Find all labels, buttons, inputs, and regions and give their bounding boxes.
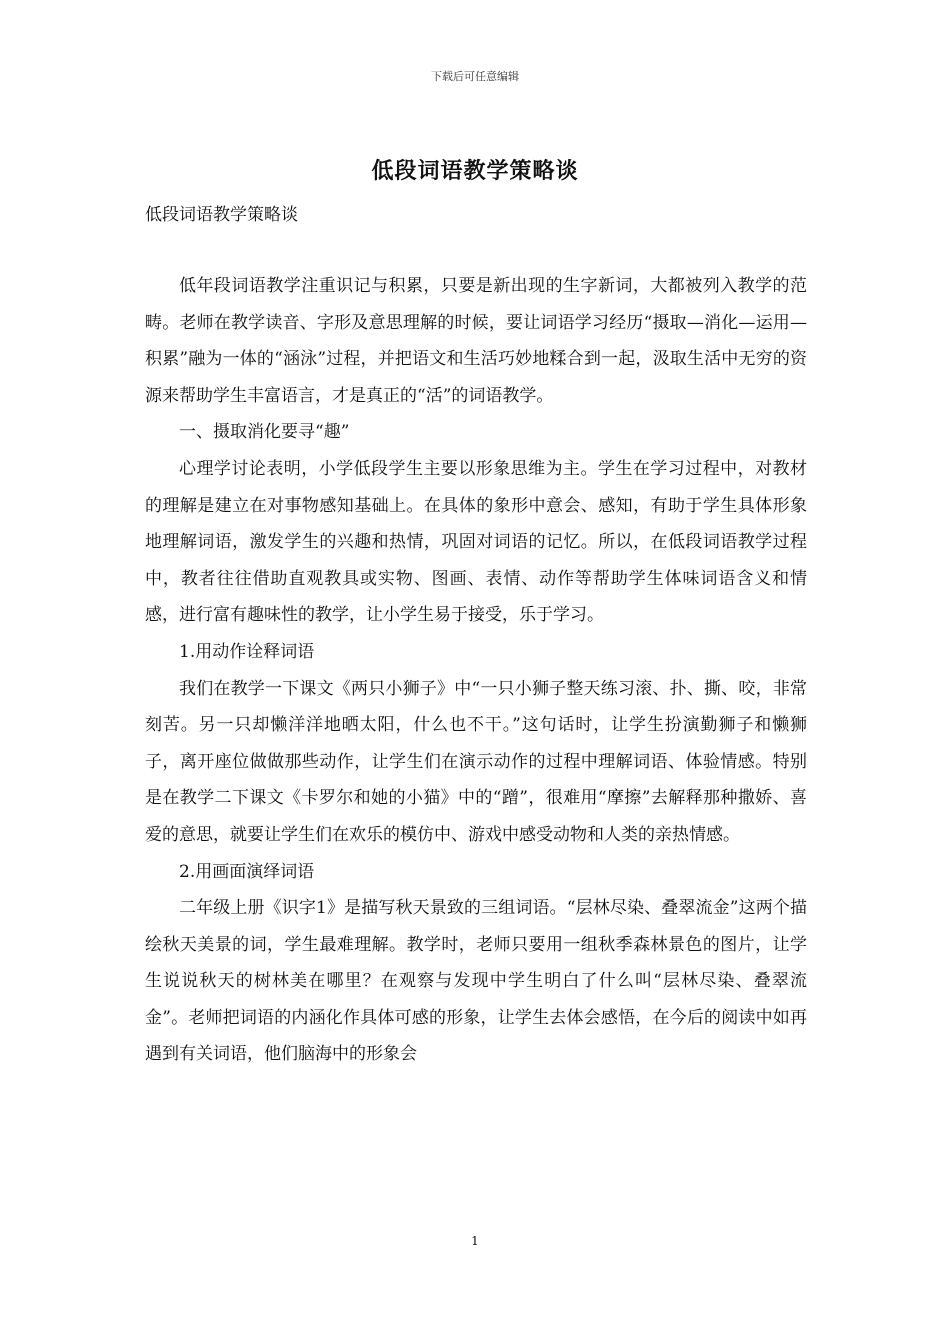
document-subtitle: 低段词语教学策略谈 <box>145 205 298 225</box>
document-body <box>145 268 807 1073</box>
paragraph-subsection-1: 我们在教学一下课文《两只小狮子》中“一只小狮子整天练习滚、扑、撕、咬，非常刻苦。另一只却懒洋洋地晒太阳，什么也不干。”这句话时，让学生扮演勤狮子和懒狮子，离开座位做做那些动作，让学生们在演示动作的过程中理解词语、体验情感。特别是在教学二下课文《卡罗尔和她的小猫》中的“蹭”，很难用“摩擦”去解释那种撒娇、喜爱的意思，就要让学生们在欢乐的模仿中、游戏中感受动物和人类的亲热情感。 <box>145 678 807 845</box>
subsection-heading-2: 2.用画面演绎词语 <box>179 861 315 882</box>
section-heading-1: 一、摄取消化要寻“趣” <box>179 422 350 443</box>
document-title: 低段词语教学策略谈 <box>371 158 579 184</box>
subsection-heading-1: 1.用动作诠释词语 <box>179 641 315 662</box>
paragraph-subsection-2: 二年级上册《识字1》是描写秋天景致的三组词语。“层林尽染、叠翠流金”这两个描绘秋天美景的词，学生最难理解。教学时，老师只要用一组秋季森林景色的图片，让学生说说秋天的树林美在哪里？在观察与发现中学生明白了什么叫“层林尽染、叠翠流金”。老师把词语的内涵化作具体可感的形象，让学生去体会感悟，在今后的阅读中如再遇到有关词语，他们脑海中的形象会 <box>145 898 807 1065</box>
page-number: 1 <box>471 1234 479 1248</box>
paragraph-section-1: 心理学讨论表明，小学低段学生主要以形象思维为主。学生在学习过程中，对教材的理解是建立在对事物感知基础上。在具体的象形中意会、感知，有助于学生具体形象地理解词语，激发学生的兴趣和热情，巩固对词语的记忆。所以，在低段词语教学过程中，教者往往借助直观教具或实物、图画、表情、动作等帮助学生体味词语含义和情感，进行富有趣味性的教学，让小学生易于接受，乐于学习。 <box>145 458 807 626</box>
paragraph-intro: 低年段词语教学注重识记与积累，只要是新出现的生字新词，大都被列入教学的范畴。老师在教学读音、字形及意思理解的时候，要让词语学习经历“摄取—消化—运用—积累”融为一体的“涵泳”过程，并把语文和生活巧妙地糅合到一起，汲取生活中无穷的资源来帮助学生丰富语言，才是真正的“活”的词语教学。 <box>145 276 807 406</box>
page-header-note: 下载后可任意编辑 <box>431 70 519 83</box>
